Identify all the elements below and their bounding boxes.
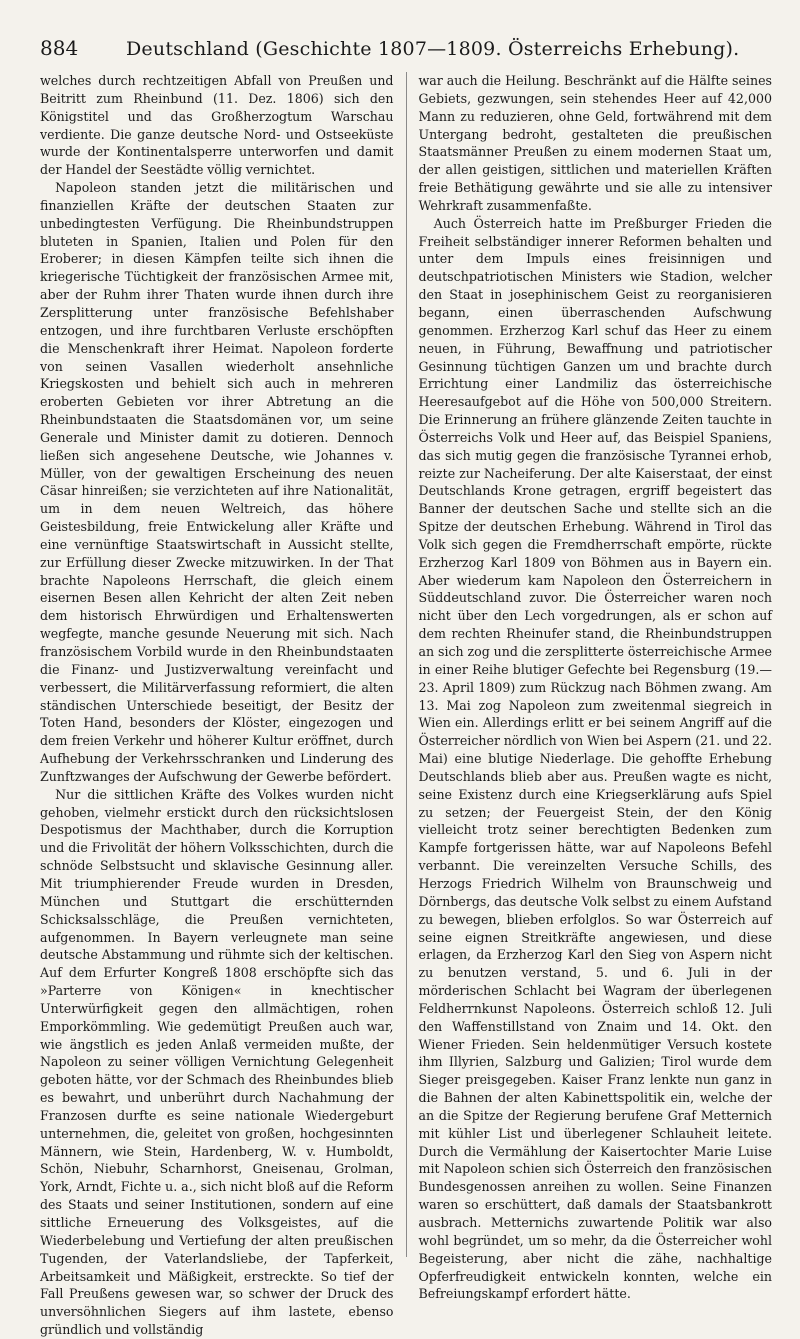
paragraph: Nur die sittlichen Kräfte des Volkes wurden nicht gehoben, vielmehr erstickt durch den rücksichtslosen Despotismus der Machthaber, durch die Korruption und die Frivolität der höhern Volksschichten, durch die schnöde Selbstsucht und sklavische Gesinnung aller. Mit triumphierender Freude wurden in Dresden, München und Stuttgart die erschütternden Schicksalsschläge, die Preußen vernichteten, aufgenommen. In Bayern verleugnete man seine deutsche Abstammung und rühmte sich der keltischen. Auf dem Erfurter Kongreß 1808 erschöpfte sich das »Parterre von Königen« in knechtischer Unterwürfigkeit gegen den allmächtigen, rohen Emporkömmling. Wie gedemütigt Preußen auch war, wie ängstlich es jeden Anlaß vermeiden mußte, der Napoleon zu seiner völligen Vernichtung Gelegenheit geboten hätte, vor der Schmach des Rheinbundes blieb es bewahrt, und unberührt durch Nachahmung der Franzosen durfte es seine nationale Wiedergeburt unternehmen, die, geleitet von großen, hochgesinnten Männern, wie Stein, Hardenberg, W. v. Humboldt, Schön, Niebuhr, Scharnhorst, Gneisenau, Grolman, York, Arndt, Fichte u. a., sich nicht bloß auf die Reform des Staats und seiner Institutionen, sondern auf eine sittliche Erneuerung des Volksgeistes, auf die Wiederbelebung und Vertiefung der alten preußischen Tugenden, der Vaterlandsliebe, der Tapferkeit, Arbeitsamkeit und Mäßigkeit, erstreckte. So tief der Fall Preußens gewesen war, so schwer der Druck des unversöhnlichen Siegers auf ihm lastete, ebenso gründlich und vollständig bbox=[40, 786, 394, 1338]
running-head: Deutschland (Geschichte 1807—1809. Österreichs Erhebung). bbox=[126, 38, 740, 60]
text-columns bbox=[40, 72, 772, 1338]
paragraph: Napoleon standen jetzt die militärischen und finanziellen Kräfte der deutschen Staaten zur unbedingtesten Verfügung. Die Rheinbundstruppen bluteten in Spanien, Italien und Polen für den Eroberer; in diesen Kämpfen teilte sich ihnen die kriegerische Tüchtigkeit der französischen Armee mit, aber der Ruhm ihrer Thaten wurde ihnen durch ihre Zersplitterung unter französische Befehlshaber entzogen, und ihre furchtbaren Verluste erschöpften die Menschenkraft ihrer Heimat. Napoleon forderte von seinen Vasallen wiederholt ansehnliche Kriegskosten und behielt sich auch in mehreren eroberten Gebieten vor ihrer Abtretung an die Rheinbundstaaten die Staatsdomänen vor, um seine Generale und Minister damit zu dotieren. Dennoch ließen sich angesehene Deutsche, wie Johannes v. Müller, von der gewaltigen Erscheinung des neuen Cäsar hinreißen; sie verzichteten auf ihre Nationalität, um in dem neuen Weltreich, das höhere Geistesbildung, freie Entwickelung aller Kräfte und eine vernünftige Staatswirtschaft in Aussicht stellte, zur Erfüllung dieser Zwecke mitzuwirken. In der That brachte Napoleons Herrschaft, die gleich einem eisernen Besen allen Kehricht der alten Zeit neben dem historisch Ehrwürdigen und Erhaltenswerten wegfegte, manche gesunde Neuerung mit sich. Nach französischem Vorbild wurde in den Rheinbundstaaten die Finanz- und Justizverwaltung vereinfacht und verbessert, die Militärverfassung reformiert, die alten ständischen Unterschiede beseitigt, der Besitz der Toten Hand, besonders der Klöster, eingezogen und dem freien Verkehr und höherer Kultur eröffnet, durch Aufhebung der Verkehrsschranken und Linderung des Zunftzwanges der Aufschwung der Gewerbe befördert. bbox=[40, 180, 394, 784]
paragraph: Auch Österreich hatte im Preßburger Frieden die Freiheit selbständiger innerer Reformen behalten und unter dem Impuls eines freisinnigen und deutschpatriotischen Ministers wie Stadion, welcher den Staat in josephinischem Geist zu reorganisieren begann, einen überraschenden Aufschwung genommen. Erzherzog Karl schuf das Heer zu einem neuen, in Führung, Bewaffnung und patriotischer Gesinnung tüchtigen Ganzen um und brachte durch Errichtung einer Landmiliz das österreichische Heeresaufgebot auf die Höhe von 500,000 Streitern. Die Erinnerung an frühere glänzende Zeiten tauchte in Österreichs Volk und Heer auf, das Beispiel Spaniens, das sich mutig gegen die französische Tyrannei erhob, reizte zur Nacheiferung. Der alte Kaiserstaat, der einst Deutschlands Krone getragen, ergriff begeistert das Banner der deutschen Sache und stellte sich an die Spitze der deutschen Erhebung. Während in Tirol das Volk sich gegen die Fremdherrschaft empörte, rückte Erzherzog Karl 1809 von Böhmen aus in Bayern ein. Aber wiederum kam Napoleon den Österreichern in Süddeutschland zuvor. Die Österreicher waren noch nicht über den Lech vorgedrungen, als er schon auf dem rechten Rheinufer stand, die Rheinbundstruppen an sich zog und die zersplitterte österreichische Armee in einer Reihe blutiger Gefechte bei Regensburg (19.—23. April 1809) zum Rückzug nach Böhmen zwang. Am 13. Mai zog Napoleon zum zweitenmal siegreich in Wien ein. Allerdings erlitt er bei seinem Angriff auf die Österreicher nördlich von Wien bei Aspern (21. und 22. Mai) eine blutige Niederlage. Die gehoffte Erhebung Deutschlands blieb aber aus. Preußen wagte es nicht, seine Existenz durch eine Kriegserklärung aufs Spiel zu setzen; der Feuergeist Stein, der den König vielleicht trotz seiner berechtigten Bedenken zum Kampfe fortgerissen hätte, war auf Napoleons Befehl verbannt. Die vereinzelten Versuche Schills, des Herzogs Friedrich Wilhelm von Braunschweig und Dörnbergs, das deutsche Volk selbst zu einem Aufstand zu bewegen, blieben erfolglos. So war Österreich auf seine eignen Streitkräfte angewiesen, und diese erlagen, da Erzherzog Karl den Sieg von Aspern nicht zu benutzen verstand, 5. und 6. Juli in der mörderischen Schlacht bei Wagram der überlegenen Feldherrnkunst Napoleons. Österreich schloß 12. Juli den Waffenstillstand von Znaim und 14. Okt. den Wiener Frieden. Sein heldenmütiger Versuch kostete ihm Illyrien, Salzburg und Galizien; Tirol wurde dem Sieger preisgegeben. Kaiser Franz lenkte nun ganz in die Bahnen der alten Kabinettspolitik ein, welche der an die Spitze der Regierung berufene Graf Metternich mit kühler List und überlegener Schlauheit leitete. Durch die Vermählung der Kaisertochter Marie Luise mit Napoleon schien sich Österreich den französischen Bundesgenossen anreihen zu wollen. Seine Finanzen waren so erschüttert, daß damals der Staatsbankrott ausbrach. Metternichs zuwartende Politik war also wohl begründet, um so mehr, da die Österreicher wohl Begeisterung, aber nicht die zähe, nachhaltige Opferfreudigkeit entwickeln konnten, welche ein Befreiungskampf erfordert hätte. bbox=[418, 215, 772, 1302]
left-column bbox=[40, 72, 394, 1338]
right-column bbox=[406, 72, 773, 1302]
paragraph: welches durch rechtzeitigen Abfall von Preußen und Beitritt zum Rheinbund (11. Dez. 1806) sich den Königstitel und das Großherzogtum Warschau verdiente. Die ganze deutsche Nord- und Ostseeküste wurde der Kontinentalsperre unterworfen und damit der Handel der Seestädte völlig vernichtet. bbox=[40, 73, 394, 178]
paragraph: war auch die Heilung. Beschränkt auf die Hälfte seines Gebiets, gezwungen, sein stehendes Heer auf 42,000 Mann zu reduzieren, ohne Geld, fortwährend mit dem Untergang bedroht, gestalteten die preußischen Staatsmänner Preußen zu einem modernen Staat um, der allen geistigen, sittlichen und materiellen Kräften freie Bethätigung gewährte und sie alle zu intensiver Wehrkraft zusammenfaßte. bbox=[418, 73, 772, 213]
page-header bbox=[40, 36, 772, 66]
page-number: 884 bbox=[40, 36, 79, 60]
